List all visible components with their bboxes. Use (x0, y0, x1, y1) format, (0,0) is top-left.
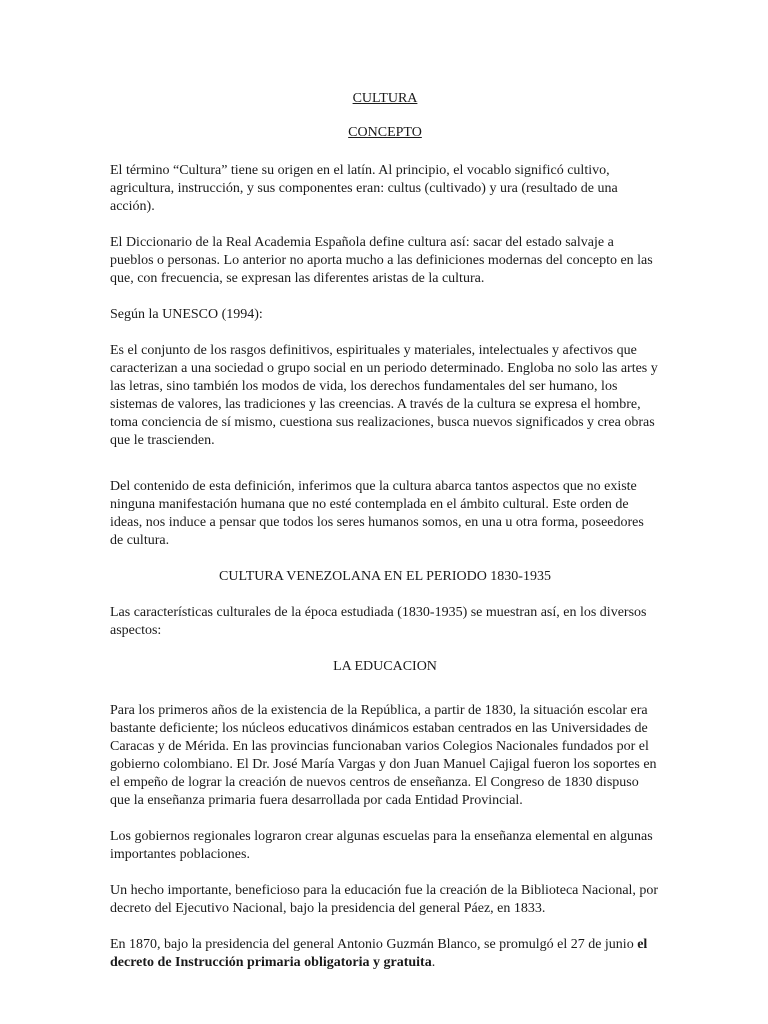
decreto-text-start: En 1870, bajo la presidencia del general Antonio Guzmán Blanco, se promulgó el 27 de junio (110, 937, 638, 952)
section-heading-venezuela: CULTURA VENEZOLANA EN EL PERIODO 1830-1935 (219, 569, 551, 584)
paragraph-caracteristicas: Las características culturales de la época estudiada (1830-1935) se muestran así, en los diversos aspectos: (110, 605, 647, 638)
document-title: CULTURA (352, 91, 418, 106)
decreto-text-bold: el decreto de Instrucción primaria obligatoria y gratuita (110, 937, 648, 970)
section-heading-educacion: LA EDUCACION (333, 659, 437, 674)
paragraph-unesco-intro: Según la UNESCO (1994): (110, 307, 263, 322)
paragraph-inferencia: Del contenido de esta definición, inferimos que la cultura abarca tantos aspectos que no existe ninguna manifestación humana que no esté contemplada en el ámbito cultural. Este orden de ideas, nos induce a pensar que todos los seres humanos somos, en una u otra forma, poseedores de cultura. (110, 479, 644, 548)
paragraph-biblioteca: Un hecho importante, beneficioso para la educación fue la creación de la Biblioteca Nacional, por decreto del Ejecutivo Nacional, bajo la presidencia del general Páez, en 1833. (110, 883, 659, 916)
paragraph-unesco-definition: Es el conjunto de los rasgos definitivos, espirituales y materiales, intelectuales y afectivos que caracterizan a una sociedad o grupo social en un periodo determinado. Engloba no solo las artes y las letras, sino también los modos de vida, los derechos fundamentales del ser humano, los sistemas de valores, las tradiciones y las creencias. A través de la cultura se expresa el hombre, toma conciencia de sí mismo, cuestiona sus realizaciones, busca nuevos significados y crea obras que le trascienden. (110, 343, 658, 448)
paragraph-decreto (110, 936, 660, 972)
paragraph-republica: Para los primeros años de la existencia de la República, a partir de 1830, la situación escolar era bastante deficiente; los núcleos educativos dinámicos estaban centrados en las Universidades de Caracas y de Mérida. En las provincias funcionaban varios Colegios Nacionales fundados por el gobierno colombiano. El Dr. José María Vargas y don Juan Manuel Cajigal fueron los soportes en el empeño de lograr la creación de nuevos centros de enseñanza. El Congreso de 1830 dispuso que la enseñanza primaria fuera desarrollada por cada Entidad Provincial. (110, 703, 657, 808)
section-heading-concepto: CONCEPTO (348, 125, 422, 140)
paragraph-gobiernos-regionales: Los gobiernos regionales lograron crear algunas escuelas para la enseñanza elemental en algunas importantes poblaciones. (110, 829, 653, 862)
paragraph-diccionario: El Diccionario de la Real Academia Española define cultura así: sacar del estado salvaje a pueblos o personas. Lo anterior no aporta mucho a las definiciones modernas del concepto en las que, con frecuencia, se expresan las diferentes aristas de la cultura. (110, 235, 653, 286)
paragraph-origen: El término “Cultura” tiene su origen en el latín. Al principio, el vocablo significó cultivo, agricultura, instrucción, y sus componentes eran: cultus (cultivado) y ura (resultado de una acción). (110, 163, 618, 214)
decreto-text-end: . (431, 955, 436, 970)
document-page (110, 88, 660, 990)
